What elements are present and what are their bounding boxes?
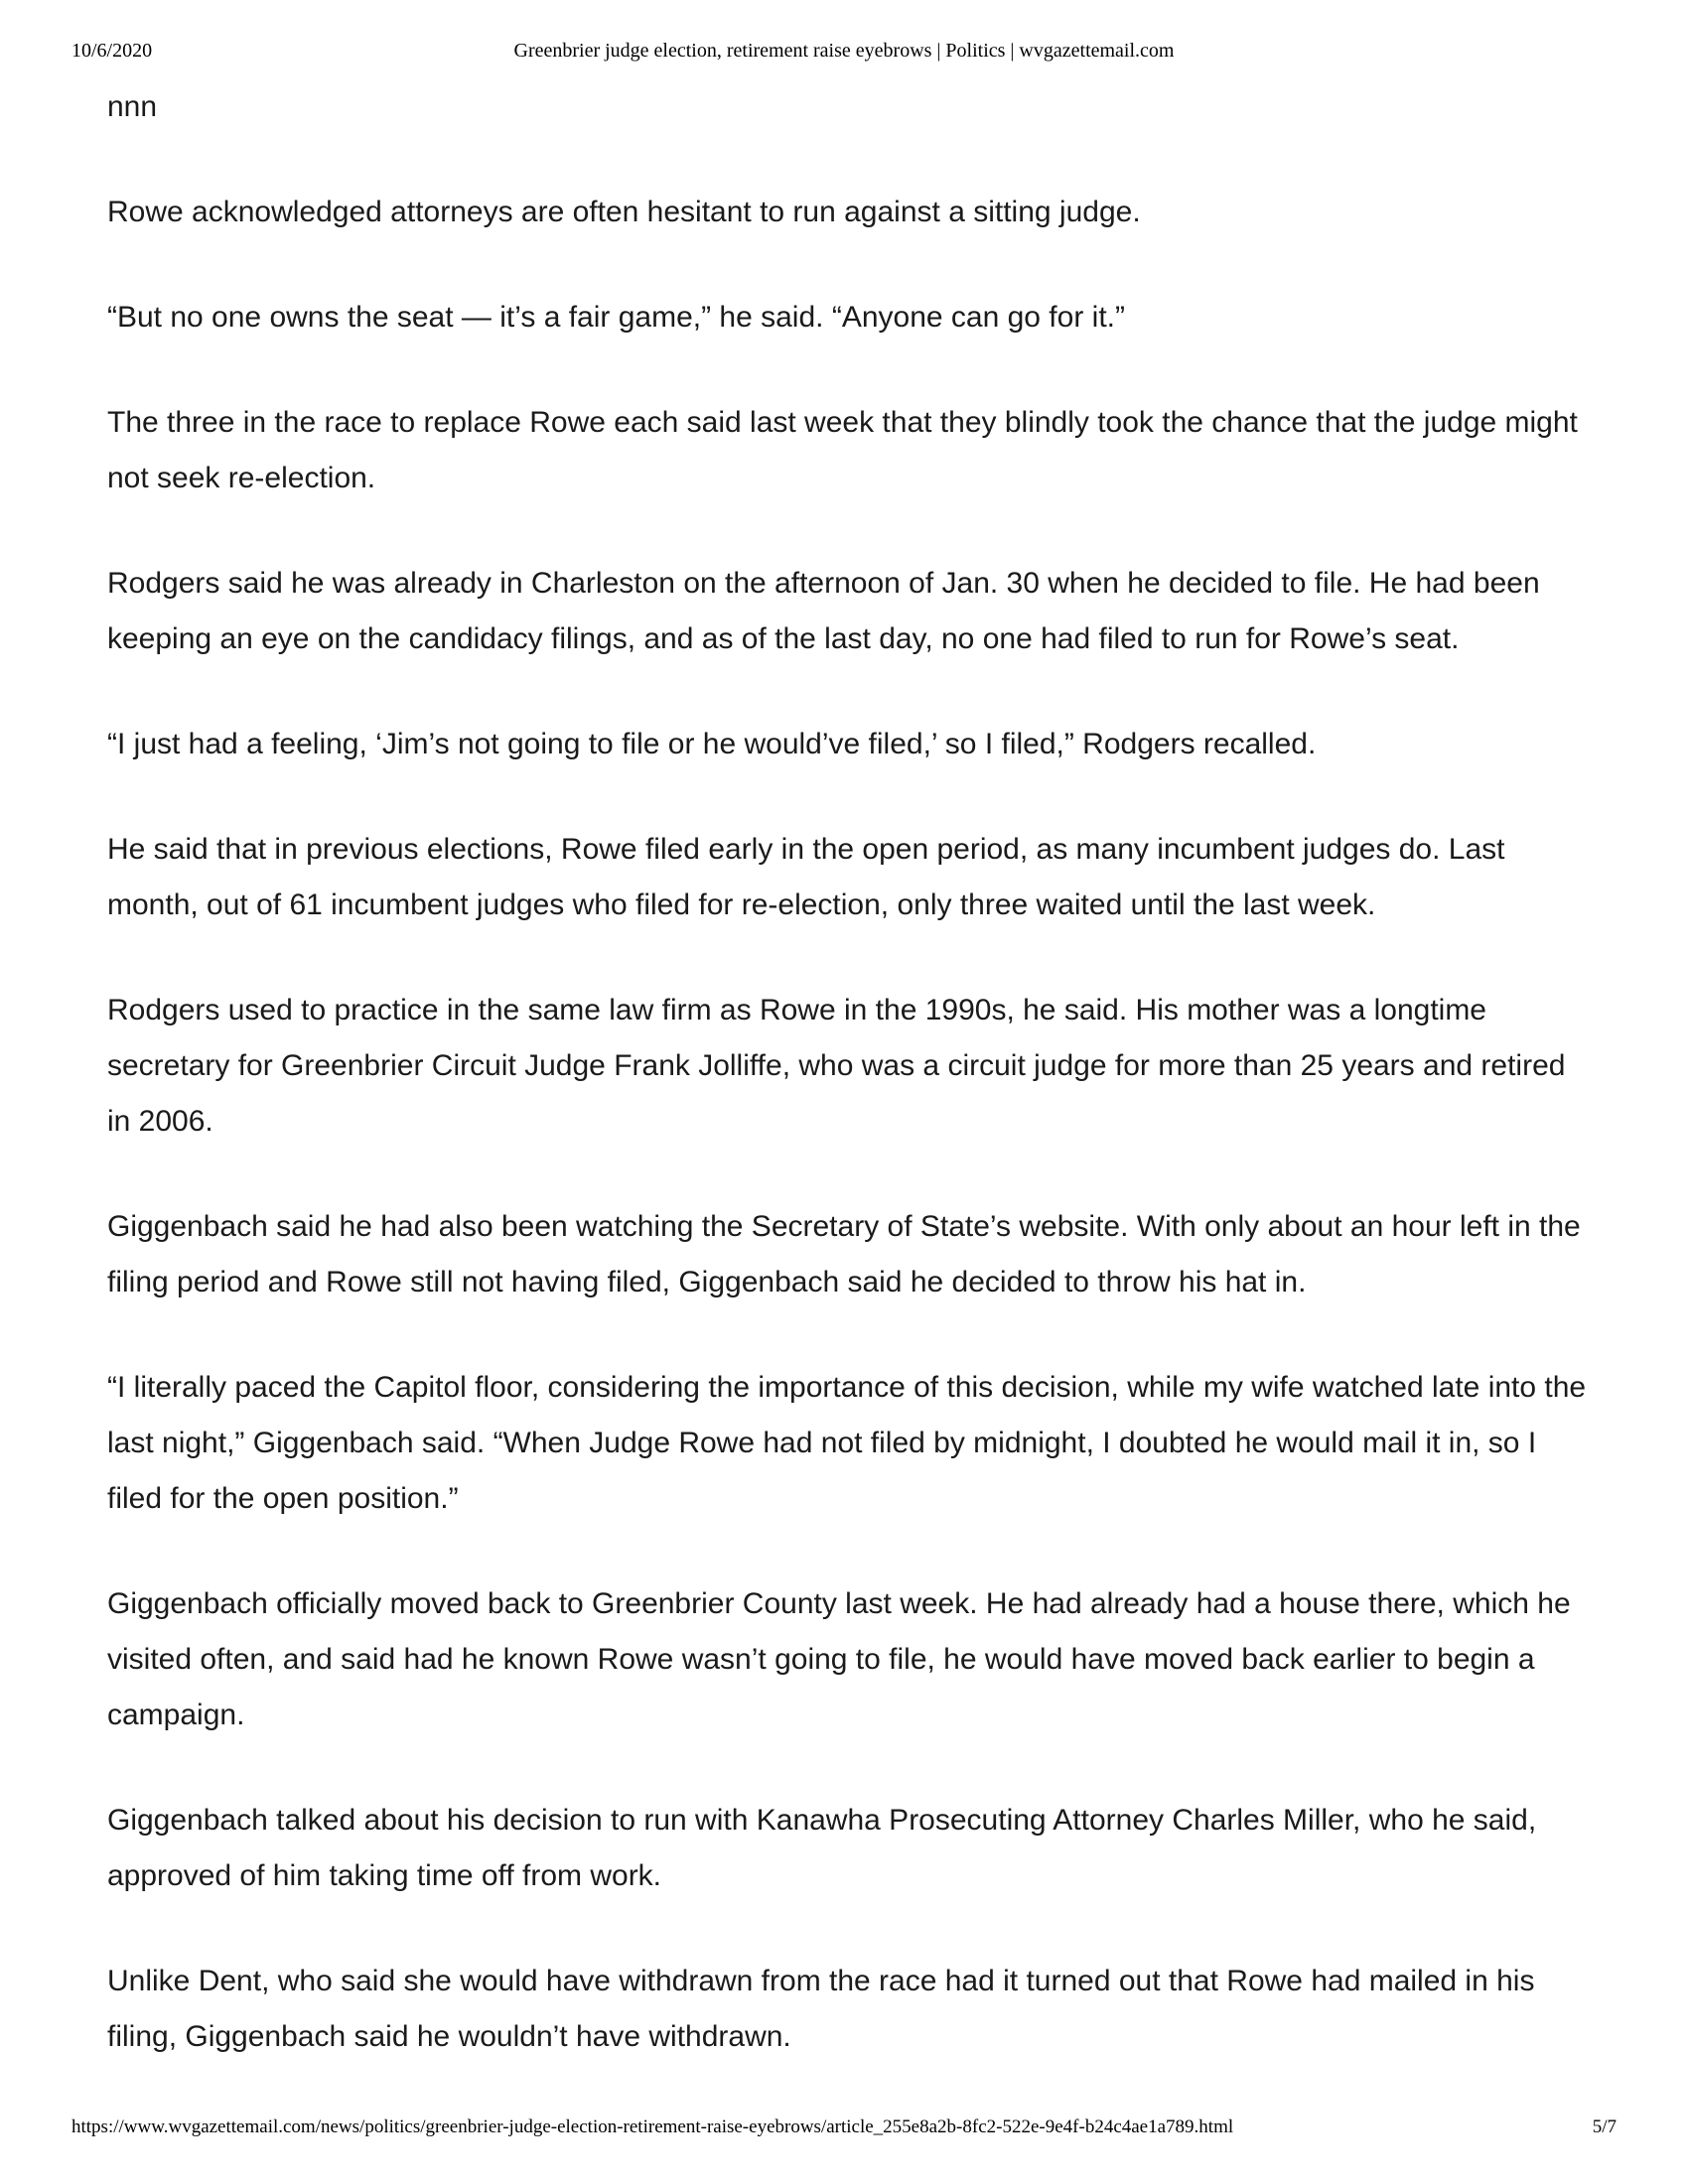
- article-paragraph: Rodgers said he was already in Charleston on the afternoon of Jan. 30 when he decided to file. He had been keeping an eye on the candidacy filings, and as of the last day, no one had filed to run for Rowe’s seat.: [107, 567, 1540, 655]
- page-title: Greenbrier judge election, retirement raise eyebrows | Politics | wvgazettemail.com: [513, 40, 1175, 62]
- article-paragraph: Rowe acknowledged attorneys are often hesitant to run against a sitting judge.: [107, 196, 1141, 228]
- article-paragraph: Giggenbach officially moved back to Greenbrier County last week. He had already had a house there, which he visited often, and said had he known Rowe wasn’t going to file, he would have moved back earlier to begin a campaign.: [107, 1587, 1571, 1731]
- article-paragraph: Rodgers used to practice in the same law firm as Rowe in the 1990s, he said. His mother was a longtime secretary for Greenbrier Circuit Judge Frank Jolliffe, who was a circuit judge for more than 25 years and retired in 2006.: [107, 994, 1566, 1138]
- article-paragraph: Giggenbach talked about his decision to run with Kanawha Prosecuting Attorney Charles Miller, who he said, approved of him taking time off from work.: [107, 1804, 1537, 1892]
- article-body: [107, 79, 1597, 2115]
- print-date: 10/6/2020: [71, 40, 153, 62]
- article-paragraph: “But no one owns the seat — it’s a fair game,” he said. “Anyone can go for it.”: [107, 301, 1125, 334]
- article-paragraph: “I just had a feeling, ‘Jim’s not going to file or he would’ve filed,’ so I filed,” Rodgers recalled.: [107, 728, 1317, 760]
- page-number: 5/7: [1592, 2116, 1617, 2137]
- section-separator: nnn: [107, 90, 158, 123]
- page-url: https://www.wvgazettemail.com/news/politics/greenbrier-judge-election-retirement-raise-eyebrows/article_255e8a2b-8fc2-522e-9e4f-b24c4ae1a789.html: [71, 2116, 1234, 2137]
- article-paragraph: The three in the race to replace Rowe each said last week that they blindly took the chance that the judge might not seek re-election.: [107, 406, 1578, 494]
- article-paragraph: He said that in previous elections, Rowe filed early in the open period, as many incumbent judges do. Last month, out of 61 incumbent judges who filed for re-election, only three waited until the last week.: [107, 833, 1505, 921]
- print-header: [71, 40, 1617, 69]
- print-footer: [71, 2116, 1617, 2144]
- article-paragraph: Unlike Dent, who said she would have withdrawn from the race had it turned out that Rowe had mailed in his filing, Giggenbach said he wouldn’t have withdrawn.: [107, 1965, 1535, 2053]
- article-paragraph: “I literally paced the Capitol floor, considering the importance of this decision, while my wife watched late into the last night,” Giggenbach said. “When Judge Rowe had not filed by midnight, I doubted he would mail it in, so I filed for the open position.”: [107, 1371, 1587, 1515]
- article-paragraph: Giggenbach said he had also been watching the Secretary of State’s website. With only about an hour left in the filing period and Rowe still not having filed, Giggenbach said he decided to throw his hat in.: [107, 1210, 1581, 1298]
